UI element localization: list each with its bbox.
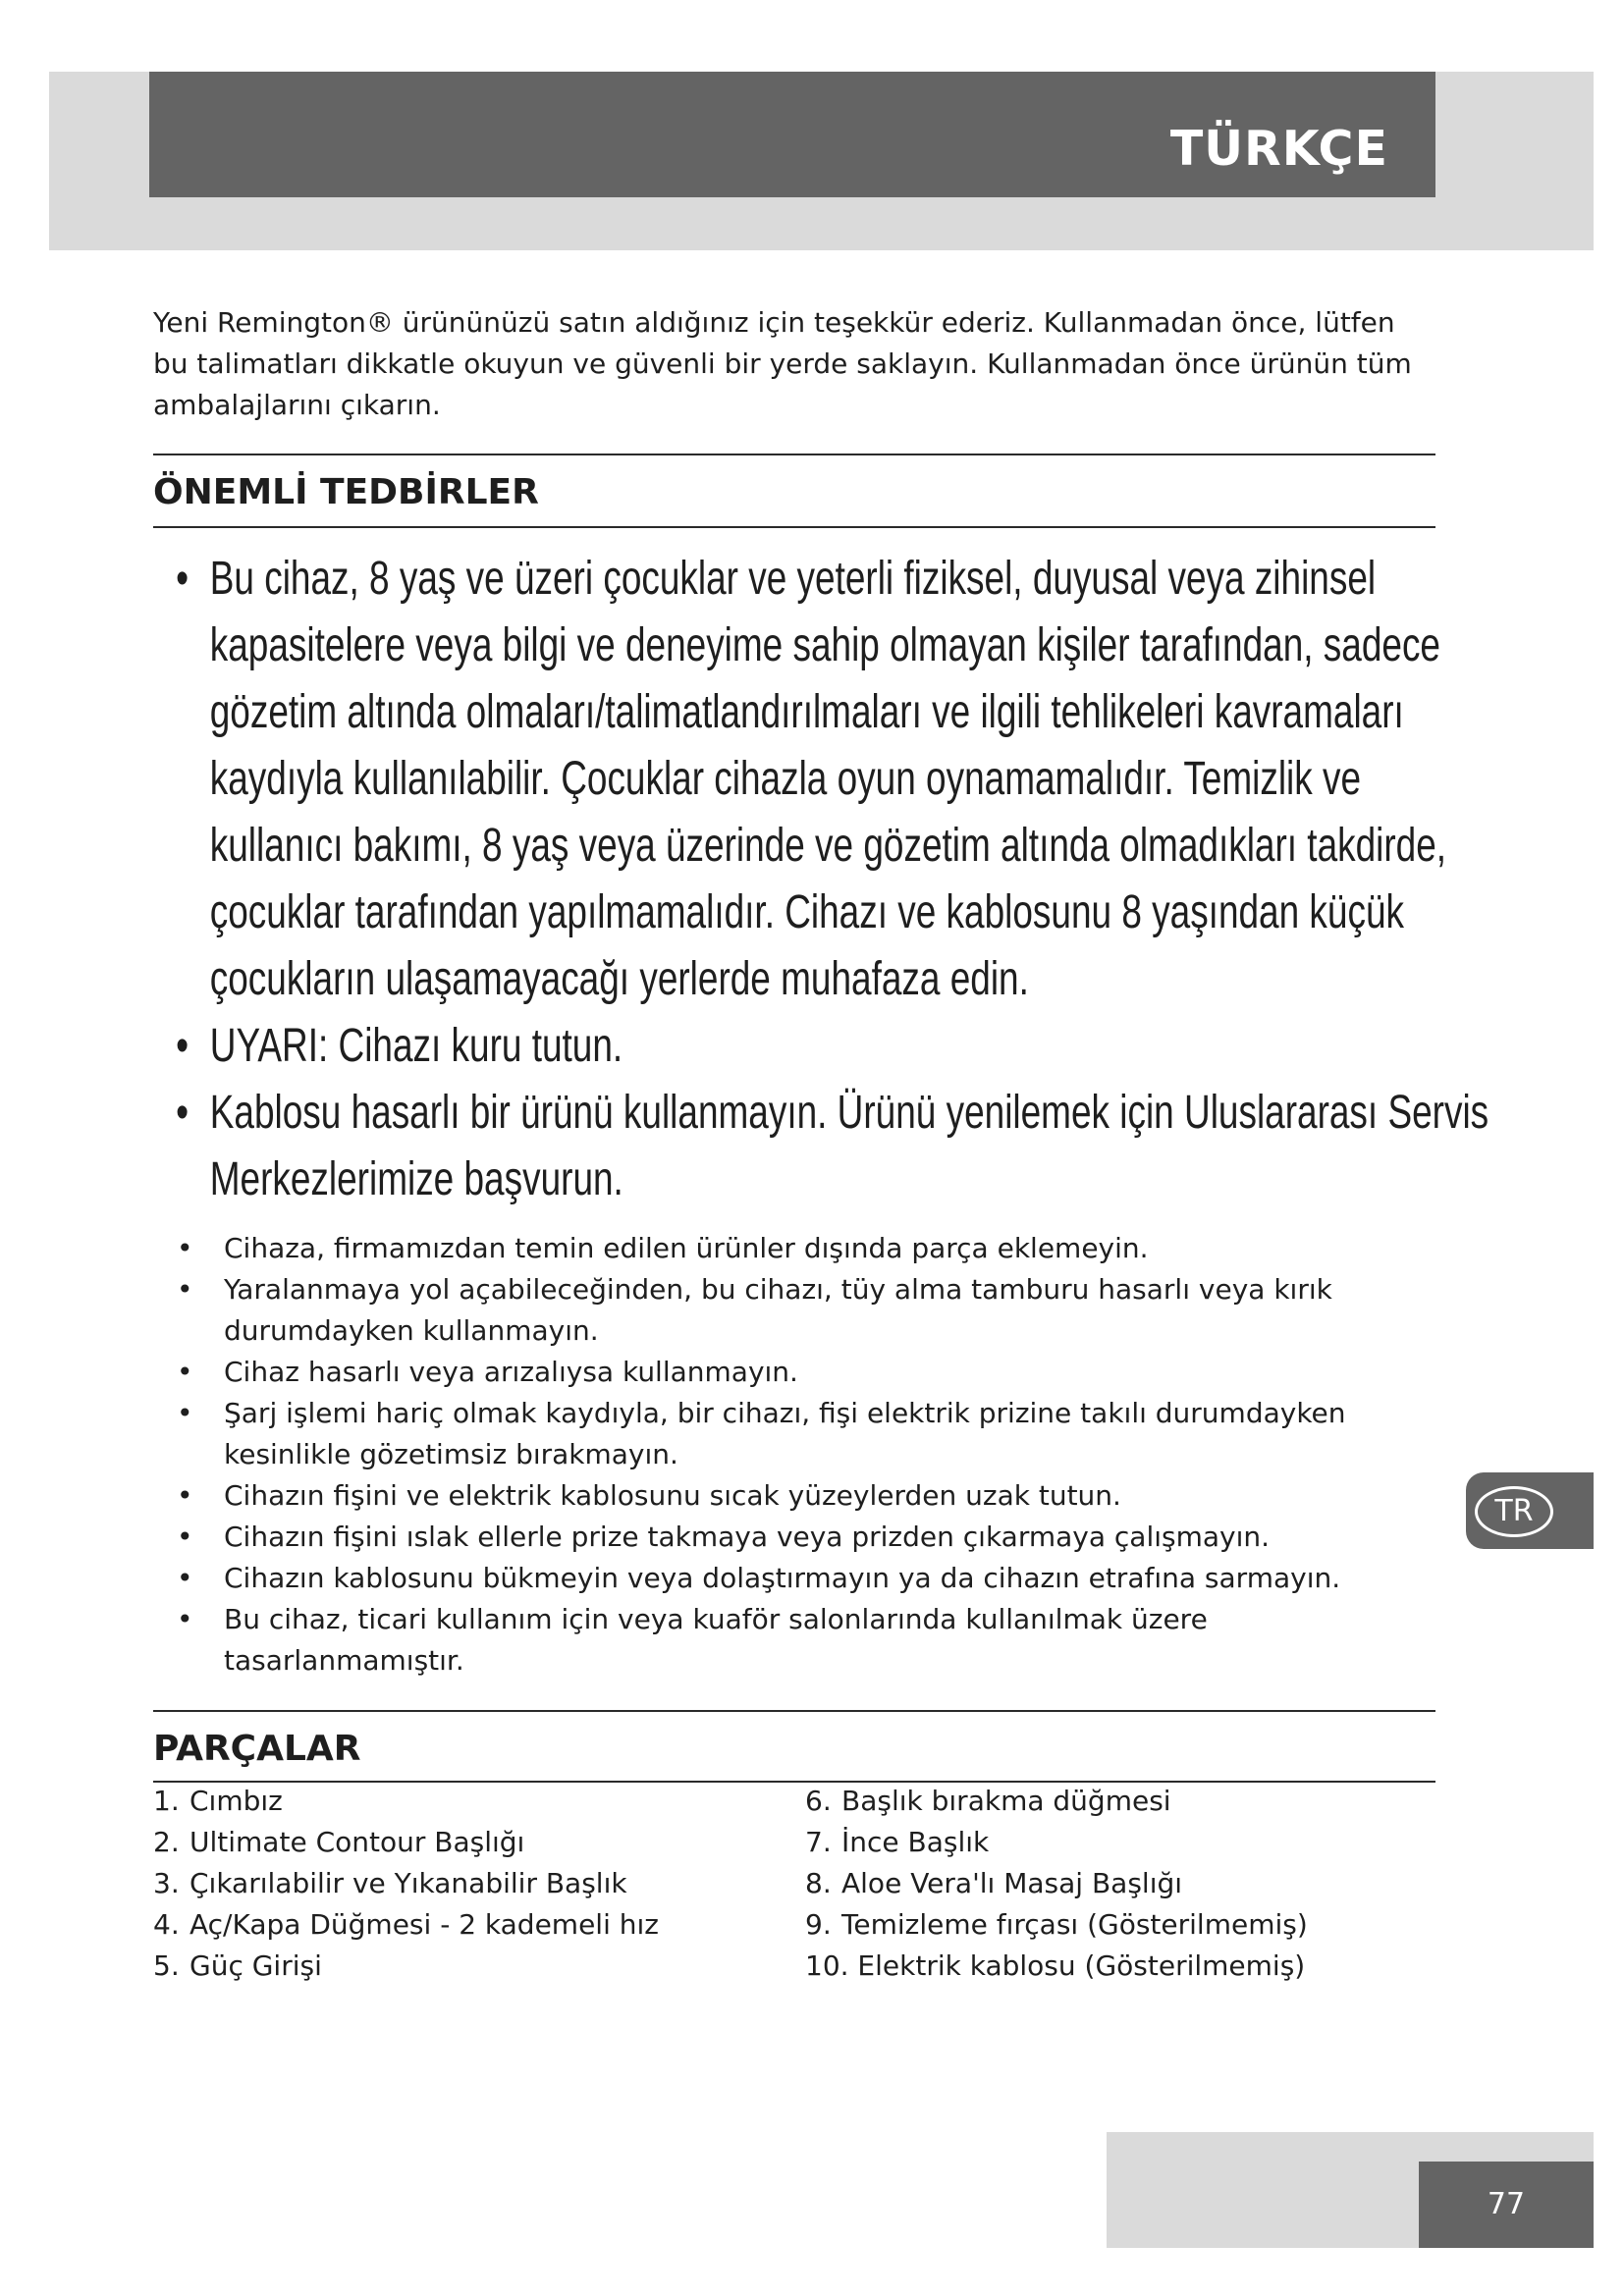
list-item-text: Cihazın kablosunu bükmeyin veya dolaştırmayın ya da cihazın etrafına sarmayın. [224, 1562, 1341, 1594]
intro-paragraph: Yeni Remington® ürününüzü satın aldığınız için teşekkür ederiz. Kullanmadan önce, lütfen bu talimatları dikkatle okuyun ve güvenli bir yerde saklayın. Kullanmadan önce ürünün tüm ambalajlarını çıkarın. [153, 306, 1412, 421]
part-label: Cımbız [189, 1785, 283, 1817]
list-item [153, 1781, 791, 1822]
part-number: 8. [805, 1867, 832, 1899]
precautions-title: ÖNEMLİ TEDBİRLER [153, 472, 539, 512]
bullet-icon: • [177, 1397, 193, 1429]
section-divider [153, 1710, 1435, 1712]
section-divider [153, 526, 1435, 528]
part-number: 7. [805, 1826, 832, 1858]
language-badge: TR [1475, 1486, 1553, 1537]
part-number: 6. [805, 1785, 832, 1817]
precautions-small-list [153, 1228, 1439, 1682]
bullet-icon: • [176, 1020, 189, 1072]
list-item [153, 1475, 1439, 1517]
list-item-text: Kablosu hasarlı bir ürünü kullanmayın. Ürünü yenilemek için Uluslararası Servis Merkezlerimize başvurun. [209, 1087, 1489, 1205]
part-label: Güç Girişi [189, 1949, 322, 1982]
part-number: 9. [805, 1908, 832, 1941]
bullet-icon: • [176, 553, 189, 605]
part-number: 3. [153, 1867, 180, 1899]
header-title-bar [149, 72, 1435, 197]
bullet-icon: • [176, 1087, 189, 1139]
list-item [153, 1352, 1439, 1393]
list-item [153, 1269, 1439, 1352]
list-item [153, 1393, 1439, 1475]
parts-list-right [805, 1781, 1443, 1987]
part-number: 4. [153, 1908, 180, 1941]
list-item [805, 1946, 1443, 1987]
list-item-text: Şarj işlemi hariç olmak kaydıyla, bir cihazı, fişi elektrik prizine takılı durumdayken kesinlikle gözetimsiz bırakmayın. [224, 1397, 1346, 1470]
bullet-icon: • [177, 1232, 193, 1264]
list-item [153, 546, 1495, 1013]
bullet-icon: • [177, 1356, 193, 1388]
bullet-icon: • [177, 1479, 193, 1512]
list-item [805, 1781, 1443, 1822]
part-number: 1. [153, 1785, 180, 1817]
part-label: Ultimate Contour Başlığı [189, 1826, 525, 1858]
bullet-icon: • [177, 1603, 193, 1635]
bullet-icon: • [177, 1562, 193, 1594]
list-item-text: Cihazın fişini ve elektrik kablosunu sıcak yüzeylerden uzak tutun. [224, 1479, 1121, 1512]
parts-title: PARÇALAR [153, 1729, 361, 1769]
list-item-text: Bu cihaz, ticari kullanım için veya kuaför salonlarında kullanılmak üzere tasarlanmamıştır. [224, 1603, 1208, 1677]
precautions-large-list [153, 546, 1489, 1213]
part-label: Aç/Kapa Düğmesi - 2 kademeli hız [189, 1908, 659, 1941]
list-item [153, 1558, 1439, 1599]
list-item [153, 1013, 1495, 1080]
list-item [153, 1080, 1495, 1213]
list-item-text: Cihaz hasarlı veya arızalıysa kullanmayın. [224, 1356, 798, 1388]
list-item-text: Yaralanmaya yol açabileceğinden, bu cihazı, tüy alma tamburu hasarlı veya kırık durumdayken kullanmayın. [224, 1273, 1332, 1347]
bullet-icon: • [177, 1521, 193, 1553]
list-item-text: Cihaza, firmamızdan temin edilen ürünler dışında parça eklemeyin. [224, 1232, 1149, 1264]
language-title: TÜRKÇE [1169, 121, 1388, 177]
part-label: Çıkarılabilir ve Yıkanabilir Başlık [189, 1867, 627, 1899]
list-item-text: UYARI: Cihazı kuru tutun. [209, 1020, 623, 1072]
list-item-text: Bu cihaz, 8 yaş ve üzeri çocuklar ve yeterli fiziksel, duyusal veya zihinsel kapasitelere veya bilgi ve deneyime sahip olmayan kişiler tarafından, sadece gözetim altında olmaları/talimatlandırılmaları ve ilgili tehlikeleri kavramaları kaydıyla kullanılabilir. Çocuklar cihazla oyun oynamamalıdır. Temizlik ve kullanıcı bakımı, 8 yaş veya üzerinde ve gözetim altında olmadıkları takdirde, çocuklar tarafından yapılmamalıdır. Cihazı ve kablosunu 8 yaşından küçük çocukların ulaşamayacağı yerlerde muhafaza edin. [209, 553, 1447, 1005]
part-label: İnce Başlık [841, 1826, 990, 1858]
footer-page-box [1419, 2162, 1594, 2248]
part-label: Başlık bırakma düğmesi [841, 1785, 1171, 1817]
list-item [805, 1863, 1443, 1904]
list-item [805, 1822, 1443, 1863]
list-item [153, 1599, 1439, 1682]
section-divider [153, 454, 1435, 455]
list-item [153, 1517, 1439, 1558]
list-item [153, 1228, 1439, 1269]
list-item [153, 1904, 791, 1946]
list-item [153, 1863, 791, 1904]
part-number: 10. [805, 1949, 849, 1982]
part-label: Elektrik kablosu (Gösterilmemiş) [848, 1949, 1306, 1982]
parts-list-left [153, 1781, 791, 1987]
list-item-text: Cihazın fişini ıslak ellerle prize takmaya veya prizden çıkarmaya çalışmayın. [224, 1521, 1271, 1553]
part-label: Aloe Vera'lı Masaj Başlığı [841, 1867, 1183, 1899]
list-item [153, 1946, 791, 1987]
part-label: Temizleme fırçası (Gösterilmemiş) [841, 1908, 1308, 1941]
part-number: 2. [153, 1826, 180, 1858]
bullet-icon: • [177, 1273, 193, 1306]
language-tab [1466, 1472, 1594, 1549]
part-number: 5. [153, 1949, 180, 1982]
page-number: 77 [1487, 2187, 1526, 2221]
list-item [805, 1904, 1443, 1946]
list-item [153, 1822, 791, 1863]
